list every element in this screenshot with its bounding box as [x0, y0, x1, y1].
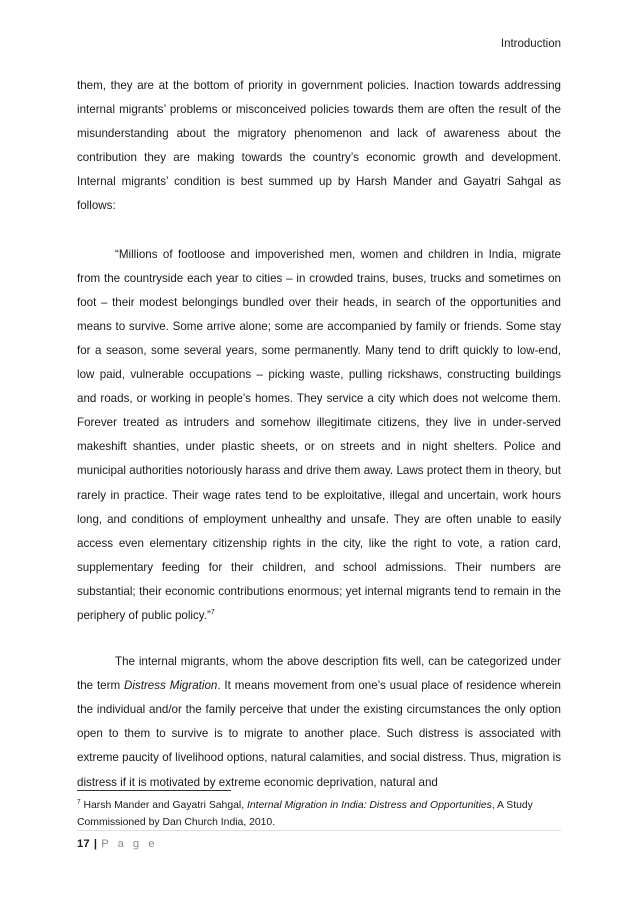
page-footer — [77, 838, 157, 850]
paragraph-text-start: The internal migrants, whom the above description fits well, can be categorized under the term — [77, 655, 561, 693]
term-distress-migration: Distress Migration — [123, 679, 218, 693]
footer-divider — [77, 830, 561, 831]
footnote-divider — [77, 790, 231, 791]
running-header: Introduction — [500, 38, 561, 50]
page-label: P a g e — [101, 838, 158, 850]
body-text — [77, 74, 561, 795]
footnote-text-end: , A Study Commissioned by Dan Church India, 2010. — [77, 800, 533, 828]
page-number: 17 — [77, 838, 90, 850]
paragraph-intro: them, they are at the bottom of priority in government policies. Inaction towards addressing internal migrants’ problems or misconceived policies towards them are often the result of the misunderstanding about the migratory phenomenon and lack of awareness about the contribution they are making towards the country’s economic growth and development. Internal migrants’ condition is best summed up by Harsh Mander and Gayatri Sahgal as follows: — [77, 79, 561, 213]
footnote-title: Internal Migration in India: Distress and Opportunities — [246, 800, 492, 811]
block-quote — [77, 243, 561, 629]
footnote-marker: 7 — [77, 798, 81, 806]
quote-text: “Millions of footloose and impoverished men, women and children in India, migrate from the countryside each year to cities – in crowded trains, buses, trucks and sometimes on foot – their modest belongings bundled over their heads, in search of the opportunities and means to survive. Some arrive alone; some are accompanied by family or friends. Some stay for a season, some several years, some permanently. Many tend to drift quickly to low-end, low paid, vulnerable occupations – picking waste, pulling rickshaws, constructing buildings and roads, or working in people’s homes. They service a city which does not welcome them. Forever treated as intruders and somehow illegitimate citizens, they live in under-served makeshift shanties, under plastic sheets, or on streets and in night shelters. Police and municipal authorities notoriously harass and drive them away. Laws protect them in theory, but rarely in practice. Their wage rates tend to be exploitative, illegal and uncertain, work hours long, and conditions of employment unhealthy and unsafe. They are often unable to easily access even elementary citizenship rights in the city, like the right to vote, a ration card, supplementary feeding for their children, and school admissions. Their numbers are substantial; their economic contributions enormous; yet internal migrants tend to remain in the periphery of public policy.” — [77, 247, 561, 622]
paragraph-distress-migration — [77, 650, 561, 795]
paragraph-text-end: . It means movement from one’s usual place of residence wherein the individual and/or the family perceive that under the existing circumstances the only option open to them to survive is to migrate to another place. Such distress is associated with extreme paucity of livelihood options, natural calamities, and social distress. Thus, migration is distress if it is motivated by extreme economic deprivation, natural and — [77, 679, 561, 789]
footnote-text-start: Harsh Mander and Gayatri Sahgal, — [80, 800, 247, 811]
footnote-ref: 7 — [210, 609, 215, 617]
footnote — [77, 797, 561, 831]
footer-separator: | — [93, 838, 98, 850]
